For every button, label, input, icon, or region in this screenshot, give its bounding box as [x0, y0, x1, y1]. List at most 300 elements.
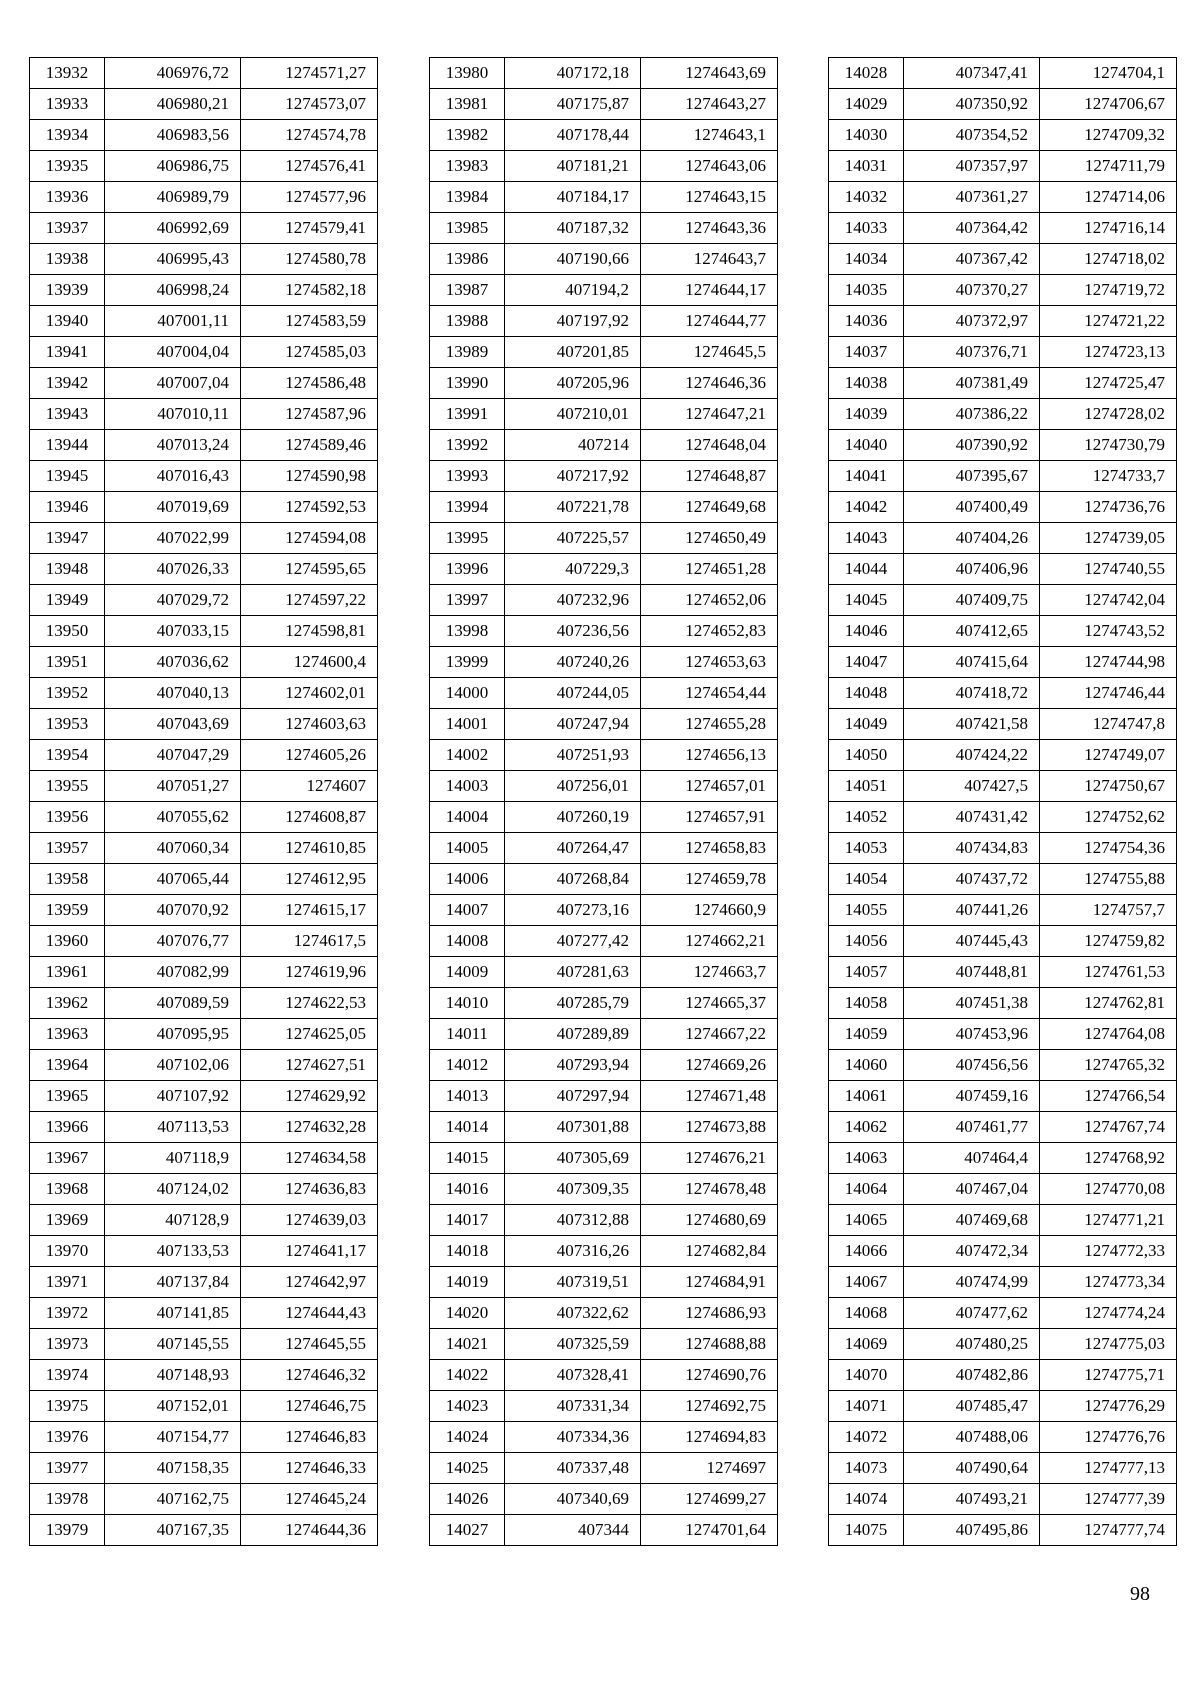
table-row — [30, 1391, 378, 1422]
y-coordinate: 1274644,17 — [641, 275, 778, 306]
table-row — [829, 1422, 1177, 1453]
x-coordinate: 407036,62 — [105, 647, 241, 678]
x-coordinate: 407102,06 — [105, 1050, 241, 1081]
x-coordinate: 407190,66 — [505, 244, 641, 275]
x-coordinate: 407007,04 — [105, 368, 241, 399]
y-coordinate: 1274574,78 — [241, 120, 378, 151]
table-row — [30, 306, 378, 337]
x-coordinate: 407004,04 — [105, 337, 241, 368]
y-coordinate: 1274607 — [241, 771, 378, 802]
y-coordinate: 1274643,27 — [641, 89, 778, 120]
point-number: 14037 — [829, 337, 904, 368]
point-number: 13972 — [30, 1298, 105, 1329]
table-row — [430, 182, 778, 213]
y-coordinate: 1274643,36 — [641, 213, 778, 244]
point-number: 13986 — [430, 244, 505, 275]
point-number: 14056 — [829, 926, 904, 957]
x-coordinate: 407089,59 — [105, 988, 241, 1019]
y-coordinate: 1274646,36 — [641, 368, 778, 399]
y-coordinate: 1274571,27 — [241, 58, 378, 89]
point-number: 14046 — [829, 616, 904, 647]
y-coordinate: 1274646,83 — [241, 1422, 378, 1453]
y-coordinate: 1274645,5 — [641, 337, 778, 368]
y-coordinate: 1274652,06 — [641, 585, 778, 616]
x-coordinate: 407201,85 — [505, 337, 641, 368]
y-coordinate: 1274654,44 — [641, 678, 778, 709]
y-coordinate: 1274774,24 — [1040, 1298, 1177, 1329]
table-row — [829, 988, 1177, 1019]
point-number: 14013 — [430, 1081, 505, 1112]
y-coordinate: 1274669,26 — [641, 1050, 778, 1081]
y-coordinate: 1274643,1 — [641, 120, 778, 151]
x-coordinate: 407194,2 — [505, 275, 641, 306]
y-coordinate: 1274697 — [641, 1453, 778, 1484]
point-number: 13932 — [30, 58, 105, 89]
y-coordinate: 1274746,44 — [1040, 678, 1177, 709]
table-row — [829, 1236, 1177, 1267]
x-coordinate: 407167,35 — [105, 1515, 241, 1546]
table-row — [430, 1360, 778, 1391]
x-coordinate: 407477,62 — [904, 1298, 1040, 1329]
table-row — [430, 1422, 778, 1453]
y-coordinate: 1274766,54 — [1040, 1081, 1177, 1112]
table-row — [30, 120, 378, 151]
x-coordinate: 407141,85 — [105, 1298, 241, 1329]
point-number: 13985 — [430, 213, 505, 244]
y-coordinate: 1274678,48 — [641, 1174, 778, 1205]
x-coordinate: 407019,69 — [105, 492, 241, 523]
table-row — [30, 678, 378, 709]
y-coordinate: 1274658,83 — [641, 833, 778, 864]
y-coordinate: 1274603,63 — [241, 709, 378, 740]
x-coordinate: 407016,43 — [105, 461, 241, 492]
x-coordinate: 407312,88 — [505, 1205, 641, 1236]
x-coordinate: 407328,41 — [505, 1360, 641, 1391]
x-coordinate: 407247,94 — [505, 709, 641, 740]
table-row — [430, 1143, 778, 1174]
y-coordinate: 1274648,04 — [641, 430, 778, 461]
y-coordinate: 1274701,64 — [641, 1515, 778, 1546]
y-coordinate: 1274646,75 — [241, 1391, 378, 1422]
y-coordinate: 1274655,28 — [641, 709, 778, 740]
x-coordinate: 407469,68 — [904, 1205, 1040, 1236]
x-coordinate: 407361,27 — [904, 182, 1040, 213]
y-coordinate: 1274576,41 — [241, 151, 378, 182]
table-row — [430, 1236, 778, 1267]
table-row — [430, 275, 778, 306]
table-row — [430, 740, 778, 771]
table-row — [30, 151, 378, 182]
point-number: 13977 — [30, 1453, 105, 1484]
table-row — [30, 833, 378, 864]
table-row — [430, 1515, 778, 1546]
table-row — [30, 926, 378, 957]
table-row — [829, 1081, 1177, 1112]
y-coordinate: 1274583,59 — [241, 306, 378, 337]
point-number: 13935 — [30, 151, 105, 182]
x-coordinate: 407325,59 — [505, 1329, 641, 1360]
point-number: 13948 — [30, 554, 105, 585]
y-coordinate: 1274657,91 — [641, 802, 778, 833]
x-coordinate: 407128,9 — [105, 1205, 241, 1236]
table-row — [829, 1019, 1177, 1050]
x-coordinate: 407331,34 — [505, 1391, 641, 1422]
x-coordinate: 407070,92 — [105, 895, 241, 926]
y-coordinate: 1274629,92 — [241, 1081, 378, 1112]
x-coordinate: 407445,43 — [904, 926, 1040, 957]
point-number: 14069 — [829, 1329, 904, 1360]
point-number: 13993 — [430, 461, 505, 492]
y-coordinate: 1274648,87 — [641, 461, 778, 492]
table-row — [30, 1267, 378, 1298]
y-coordinate: 1274636,83 — [241, 1174, 378, 1205]
x-coordinate: 407162,75 — [105, 1484, 241, 1515]
x-coordinate: 407236,56 — [505, 616, 641, 647]
table-row — [829, 1205, 1177, 1236]
point-number: 14004 — [430, 802, 505, 833]
x-coordinate: 407424,22 — [904, 740, 1040, 771]
point-number: 13933 — [30, 89, 105, 120]
table-row — [30, 554, 378, 585]
y-coordinate: 1274659,78 — [641, 864, 778, 895]
x-coordinate: 406976,72 — [105, 58, 241, 89]
y-coordinate: 1274739,05 — [1040, 523, 1177, 554]
table-row — [829, 1360, 1177, 1391]
y-coordinate: 1274694,83 — [641, 1422, 778, 1453]
point-number: 13997 — [430, 585, 505, 616]
page-number: 98 — [1130, 1583, 1150, 1605]
table-row — [430, 771, 778, 802]
x-coordinate: 407334,36 — [505, 1422, 641, 1453]
table-row — [430, 1391, 778, 1422]
x-coordinate: 407013,24 — [105, 430, 241, 461]
point-number: 14017 — [430, 1205, 505, 1236]
point-number: 13945 — [30, 461, 105, 492]
point-number: 14073 — [829, 1453, 904, 1484]
point-number: 14016 — [430, 1174, 505, 1205]
y-coordinate: 1274651,28 — [641, 554, 778, 585]
point-number: 13994 — [430, 492, 505, 523]
y-coordinate: 1274775,03 — [1040, 1329, 1177, 1360]
y-coordinate: 1274663,7 — [641, 957, 778, 988]
x-coordinate: 407251,93 — [505, 740, 641, 771]
table-row — [30, 430, 378, 461]
x-coordinate: 407205,96 — [505, 368, 641, 399]
point-number: 14050 — [829, 740, 904, 771]
x-coordinate: 407400,49 — [904, 492, 1040, 523]
y-coordinate: 1274752,62 — [1040, 802, 1177, 833]
table-row — [430, 337, 778, 368]
table-row — [829, 306, 1177, 337]
table-row — [430, 1298, 778, 1329]
y-coordinate: 1274592,53 — [241, 492, 378, 523]
y-coordinate: 1274776,29 — [1040, 1391, 1177, 1422]
point-number: 13984 — [430, 182, 505, 213]
y-coordinate: 1274680,69 — [641, 1205, 778, 1236]
table-row — [430, 864, 778, 895]
point-number: 13992 — [430, 430, 505, 461]
x-coordinate: 407124,02 — [105, 1174, 241, 1205]
x-coordinate: 407217,92 — [505, 461, 641, 492]
coordinates-table-3 — [828, 57, 1177, 1546]
x-coordinate: 407370,27 — [904, 275, 1040, 306]
table-row — [30, 1174, 378, 1205]
y-coordinate: 1274622,53 — [241, 988, 378, 1019]
point-number: 14041 — [829, 461, 904, 492]
y-coordinate: 1274598,81 — [241, 616, 378, 647]
x-coordinate: 407337,48 — [505, 1453, 641, 1484]
point-number: 13988 — [430, 306, 505, 337]
table-row — [829, 151, 1177, 182]
table-row — [30, 523, 378, 554]
y-coordinate: 1274723,13 — [1040, 337, 1177, 368]
point-number: 14027 — [430, 1515, 505, 1546]
y-coordinate: 1274776,76 — [1040, 1422, 1177, 1453]
table-row — [430, 988, 778, 1019]
point-number: 13944 — [30, 430, 105, 461]
point-number: 14032 — [829, 182, 904, 213]
y-coordinate: 1274744,98 — [1040, 647, 1177, 678]
x-coordinate: 407472,34 — [904, 1236, 1040, 1267]
table-row — [430, 1329, 778, 1360]
table-row — [30, 244, 378, 275]
y-coordinate: 1274740,55 — [1040, 554, 1177, 585]
x-coordinate: 407133,53 — [105, 1236, 241, 1267]
x-coordinate: 407187,32 — [505, 213, 641, 244]
point-number: 14031 — [829, 151, 904, 182]
x-coordinate: 407480,25 — [904, 1329, 1040, 1360]
table-row — [829, 275, 1177, 306]
x-coordinate: 407210,01 — [505, 399, 641, 430]
x-coordinate: 407357,97 — [904, 151, 1040, 182]
x-coordinate: 407404,26 — [904, 523, 1040, 554]
point-number: 13951 — [30, 647, 105, 678]
y-coordinate: 1274768,92 — [1040, 1143, 1177, 1174]
x-coordinate: 407055,62 — [105, 802, 241, 833]
table-row — [829, 926, 1177, 957]
x-coordinate: 407240,26 — [505, 647, 641, 678]
point-number: 13941 — [30, 337, 105, 368]
table-row — [30, 585, 378, 616]
y-coordinate: 1274645,24 — [241, 1484, 378, 1515]
table-row — [430, 399, 778, 430]
point-number: 13990 — [430, 368, 505, 399]
table-row — [829, 368, 1177, 399]
table-row — [829, 182, 1177, 213]
x-coordinate: 407461,77 — [904, 1112, 1040, 1143]
x-coordinate: 407395,67 — [904, 461, 1040, 492]
x-coordinate: 407197,92 — [505, 306, 641, 337]
point-number: 14003 — [430, 771, 505, 802]
point-number: 14005 — [430, 833, 505, 864]
table-row — [30, 337, 378, 368]
table-row — [30, 1112, 378, 1143]
x-coordinate: 407060,34 — [105, 833, 241, 864]
y-coordinate: 1274641,17 — [241, 1236, 378, 1267]
point-number: 13999 — [430, 647, 505, 678]
point-number: 14012 — [430, 1050, 505, 1081]
point-number: 14065 — [829, 1205, 904, 1236]
table-row — [430, 554, 778, 585]
table-row — [430, 802, 778, 833]
x-coordinate: 407281,63 — [505, 957, 641, 988]
table-row — [829, 1174, 1177, 1205]
point-number: 14062 — [829, 1112, 904, 1143]
y-coordinate: 1274759,82 — [1040, 926, 1177, 957]
y-coordinate: 1274757,7 — [1040, 895, 1177, 926]
table-row — [430, 957, 778, 988]
table-row — [430, 1081, 778, 1112]
point-number: 13957 — [30, 833, 105, 864]
point-number: 13976 — [30, 1422, 105, 1453]
x-coordinate: 407301,88 — [505, 1112, 641, 1143]
point-number: 14033 — [829, 213, 904, 244]
point-number: 14066 — [829, 1236, 904, 1267]
y-coordinate: 1274714,06 — [1040, 182, 1177, 213]
point-number: 13971 — [30, 1267, 105, 1298]
y-coordinate: 1274750,67 — [1040, 771, 1177, 802]
table-row — [430, 120, 778, 151]
y-coordinate: 1274706,67 — [1040, 89, 1177, 120]
table-row — [829, 864, 1177, 895]
x-coordinate: 407154,77 — [105, 1422, 241, 1453]
y-coordinate: 1274736,76 — [1040, 492, 1177, 523]
point-number: 14057 — [829, 957, 904, 988]
table-row — [30, 802, 378, 833]
x-coordinate: 407485,47 — [904, 1391, 1040, 1422]
point-number: 13979 — [30, 1515, 105, 1546]
x-coordinate: 407158,35 — [105, 1453, 241, 1484]
table-row — [430, 151, 778, 182]
point-number: 14007 — [430, 895, 505, 926]
point-number: 14015 — [430, 1143, 505, 1174]
point-number: 14075 — [829, 1515, 904, 1546]
table-row — [430, 461, 778, 492]
x-coordinate: 406983,56 — [105, 120, 241, 151]
x-coordinate: 407029,72 — [105, 585, 241, 616]
y-coordinate: 1274644,36 — [241, 1515, 378, 1546]
point-number: 14043 — [829, 523, 904, 554]
table-row — [30, 1019, 378, 1050]
table-row — [430, 89, 778, 120]
x-coordinate: 407316,26 — [505, 1236, 641, 1267]
table-row — [829, 957, 1177, 988]
point-number: 13934 — [30, 120, 105, 151]
table-row — [30, 182, 378, 213]
x-coordinate: 407273,16 — [505, 895, 641, 926]
y-coordinate: 1274667,22 — [641, 1019, 778, 1050]
point-number: 14000 — [430, 678, 505, 709]
point-number: 13953 — [30, 709, 105, 740]
y-coordinate: 1274682,84 — [641, 1236, 778, 1267]
y-coordinate: 1274662,21 — [641, 926, 778, 957]
x-coordinate: 407322,62 — [505, 1298, 641, 1329]
table-row — [430, 430, 778, 461]
point-number: 14036 — [829, 306, 904, 337]
x-coordinate: 407376,71 — [904, 337, 1040, 368]
x-coordinate: 407448,81 — [904, 957, 1040, 988]
y-coordinate: 1274767,74 — [1040, 1112, 1177, 1143]
y-coordinate: 1274692,75 — [641, 1391, 778, 1422]
y-coordinate: 1274582,18 — [241, 275, 378, 306]
point-number: 13955 — [30, 771, 105, 802]
y-coordinate: 1274660,9 — [641, 895, 778, 926]
table-row — [829, 678, 1177, 709]
x-coordinate: 407340,69 — [505, 1484, 641, 1515]
point-number: 13952 — [30, 678, 105, 709]
point-number: 14067 — [829, 1267, 904, 1298]
point-number: 13936 — [30, 182, 105, 213]
y-coordinate: 1274728,02 — [1040, 399, 1177, 430]
table-row — [829, 213, 1177, 244]
y-coordinate: 1274665,37 — [641, 988, 778, 1019]
x-coordinate: 407043,69 — [105, 709, 241, 740]
point-number: 13998 — [430, 616, 505, 647]
x-coordinate: 407354,52 — [904, 120, 1040, 151]
x-coordinate: 407137,84 — [105, 1267, 241, 1298]
point-number: 14060 — [829, 1050, 904, 1081]
point-number: 13989 — [430, 337, 505, 368]
point-number: 14049 — [829, 709, 904, 740]
x-coordinate: 407474,99 — [904, 1267, 1040, 1298]
x-coordinate: 407406,96 — [904, 554, 1040, 585]
table-row — [430, 523, 778, 554]
y-coordinate: 1274589,46 — [241, 430, 378, 461]
x-coordinate: 407431,42 — [904, 802, 1040, 833]
x-coordinate: 407082,99 — [105, 957, 241, 988]
y-coordinate: 1274754,36 — [1040, 833, 1177, 864]
table-row — [430, 368, 778, 399]
x-coordinate: 407244,05 — [505, 678, 641, 709]
y-coordinate: 1274730,79 — [1040, 430, 1177, 461]
table-row — [30, 1329, 378, 1360]
x-coordinate: 407232,96 — [505, 585, 641, 616]
point-number: 13991 — [430, 399, 505, 430]
y-coordinate: 1274673,88 — [641, 1112, 778, 1143]
y-coordinate: 1274597,22 — [241, 585, 378, 616]
table-row — [829, 399, 1177, 430]
x-coordinate: 407040,13 — [105, 678, 241, 709]
coordinates-table-2 — [429, 57, 778, 1546]
table-row — [829, 1050, 1177, 1081]
y-coordinate: 1274688,88 — [641, 1329, 778, 1360]
point-number: 13968 — [30, 1174, 105, 1205]
point-number: 14038 — [829, 368, 904, 399]
x-coordinate: 407026,33 — [105, 554, 241, 585]
x-coordinate: 407482,86 — [904, 1360, 1040, 1391]
table-row — [430, 895, 778, 926]
table-row — [30, 461, 378, 492]
point-number: 13950 — [30, 616, 105, 647]
table-row — [829, 461, 1177, 492]
table-row — [30, 1484, 378, 1515]
table-row — [430, 1174, 778, 1205]
table-row — [829, 709, 1177, 740]
point-number: 13942 — [30, 368, 105, 399]
y-coordinate: 1274645,55 — [241, 1329, 378, 1360]
table-row — [30, 1422, 378, 1453]
y-coordinate: 1274764,08 — [1040, 1019, 1177, 1050]
x-coordinate: 407118,9 — [105, 1143, 241, 1174]
y-coordinate: 1274676,21 — [641, 1143, 778, 1174]
y-coordinate: 1274643,69 — [641, 58, 778, 89]
y-coordinate: 1274619,96 — [241, 957, 378, 988]
x-coordinate: 407065,44 — [105, 864, 241, 895]
point-number: 14068 — [829, 1298, 904, 1329]
point-number: 13983 — [430, 151, 505, 182]
x-coordinate: 407344 — [505, 1515, 641, 1546]
x-coordinate: 407033,15 — [105, 616, 241, 647]
